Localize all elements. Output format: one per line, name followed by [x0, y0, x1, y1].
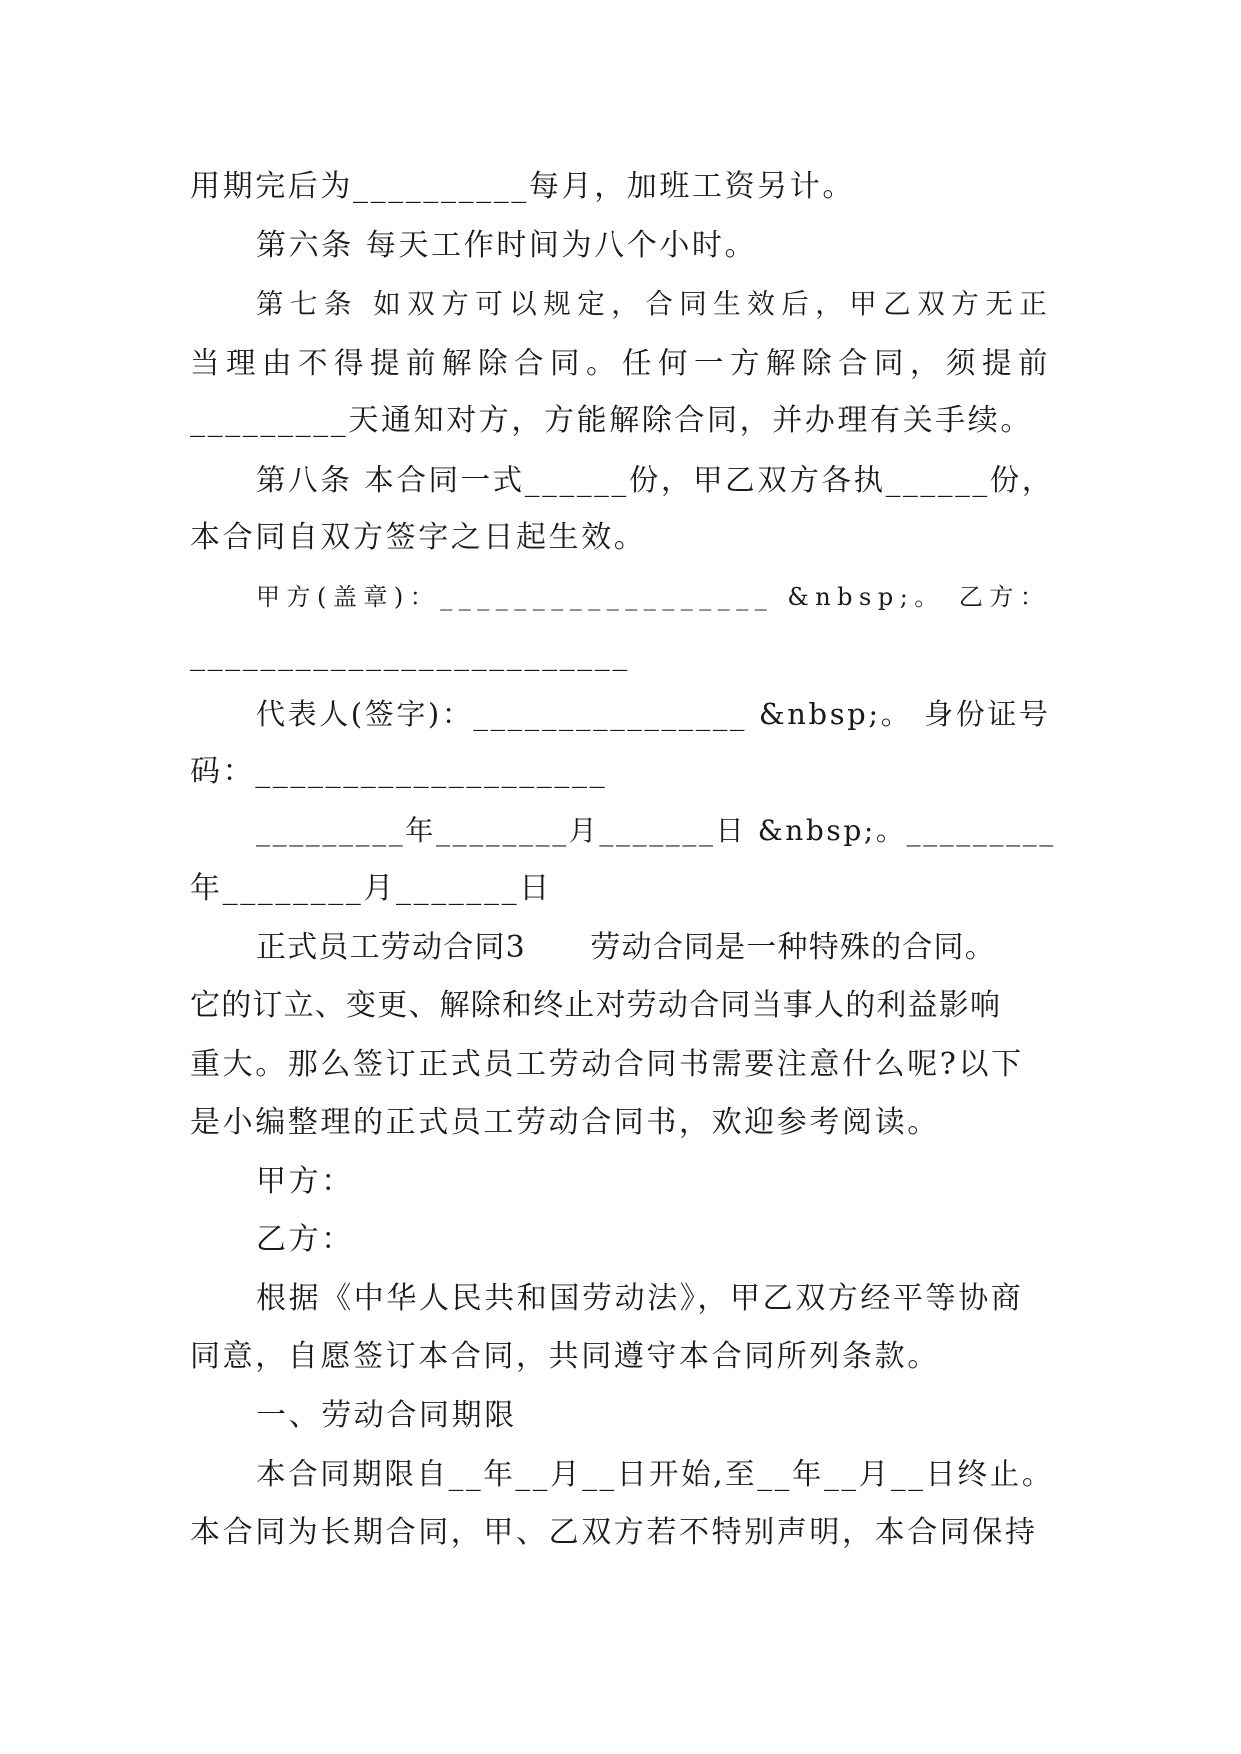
text-line: 第七条 如双方可以规定，合同生效后，甲乙双方无正	[256, 288, 1054, 320]
text-line: 第八条 本合同一式______份，甲乙双方各执______份，	[256, 462, 1054, 497]
text-line: 甲方：	[256, 1163, 354, 1199]
text-line: 同意，自愿签订本合同，共同遵守本合同所列条款。	[190, 1339, 940, 1374]
text-line: 正式员工劳动合同3 劳动合同是一种特殊的合同。	[256, 929, 996, 965]
text-line: 甲方(盖章)：__________________ &nbsp;。 乙方：	[256, 582, 1051, 611]
text-line: _________年________月_______日 &nbsp;。_________	[256, 813, 1056, 847]
text-line: 重大。那么签订正式员工劳动合同书需要注意什么呢?以下	[190, 1046, 1024, 1082]
text-line: 年________月_______日	[190, 871, 552, 906]
text-line: 代表人(签字)：________________ &nbsp;。 身份证号	[256, 696, 1051, 731]
text-line: _________天通知对方，方能解除合同，并办理有关手续。	[190, 403, 1033, 438]
text-line: 本合同自双方签字之日起生效。	[190, 520, 647, 555]
text-line: 一、劳动合同期限	[256, 1397, 517, 1433]
text-line: 用期完后为__________每月，加班工资另计。	[190, 169, 855, 204]
text-line: 当理由不得提前解除合同。任何一方解除合同，须提前	[190, 345, 1055, 380]
text-line: 它的订立、变更、解除和终止对劳动合同当事人的利益影响	[190, 988, 1002, 1023]
text-line: 是小编整理的正式员工劳动合同书，欢迎参考阅读。	[190, 1105, 940, 1140]
text-line: 本合同为长期合同，甲、乙双方若不特别声明，本合同保持	[190, 1514, 1038, 1550]
text-line: 根据《中华人民共和国劳动法》，甲乙双方经平等协商	[256, 1280, 1024, 1316]
text-line: 本合同期限自__年__月__日开始,至__年__月__日终止。	[256, 1457, 1054, 1491]
text-line: 第六条 每天工作时间为八个小时。	[256, 227, 758, 263]
document-page	[190, 158, 1060, 1562]
text-line: 乙方：	[256, 1222, 354, 1257]
text-line: 码：____________________	[190, 754, 608, 789]
text-line: _________________________	[190, 637, 630, 672]
